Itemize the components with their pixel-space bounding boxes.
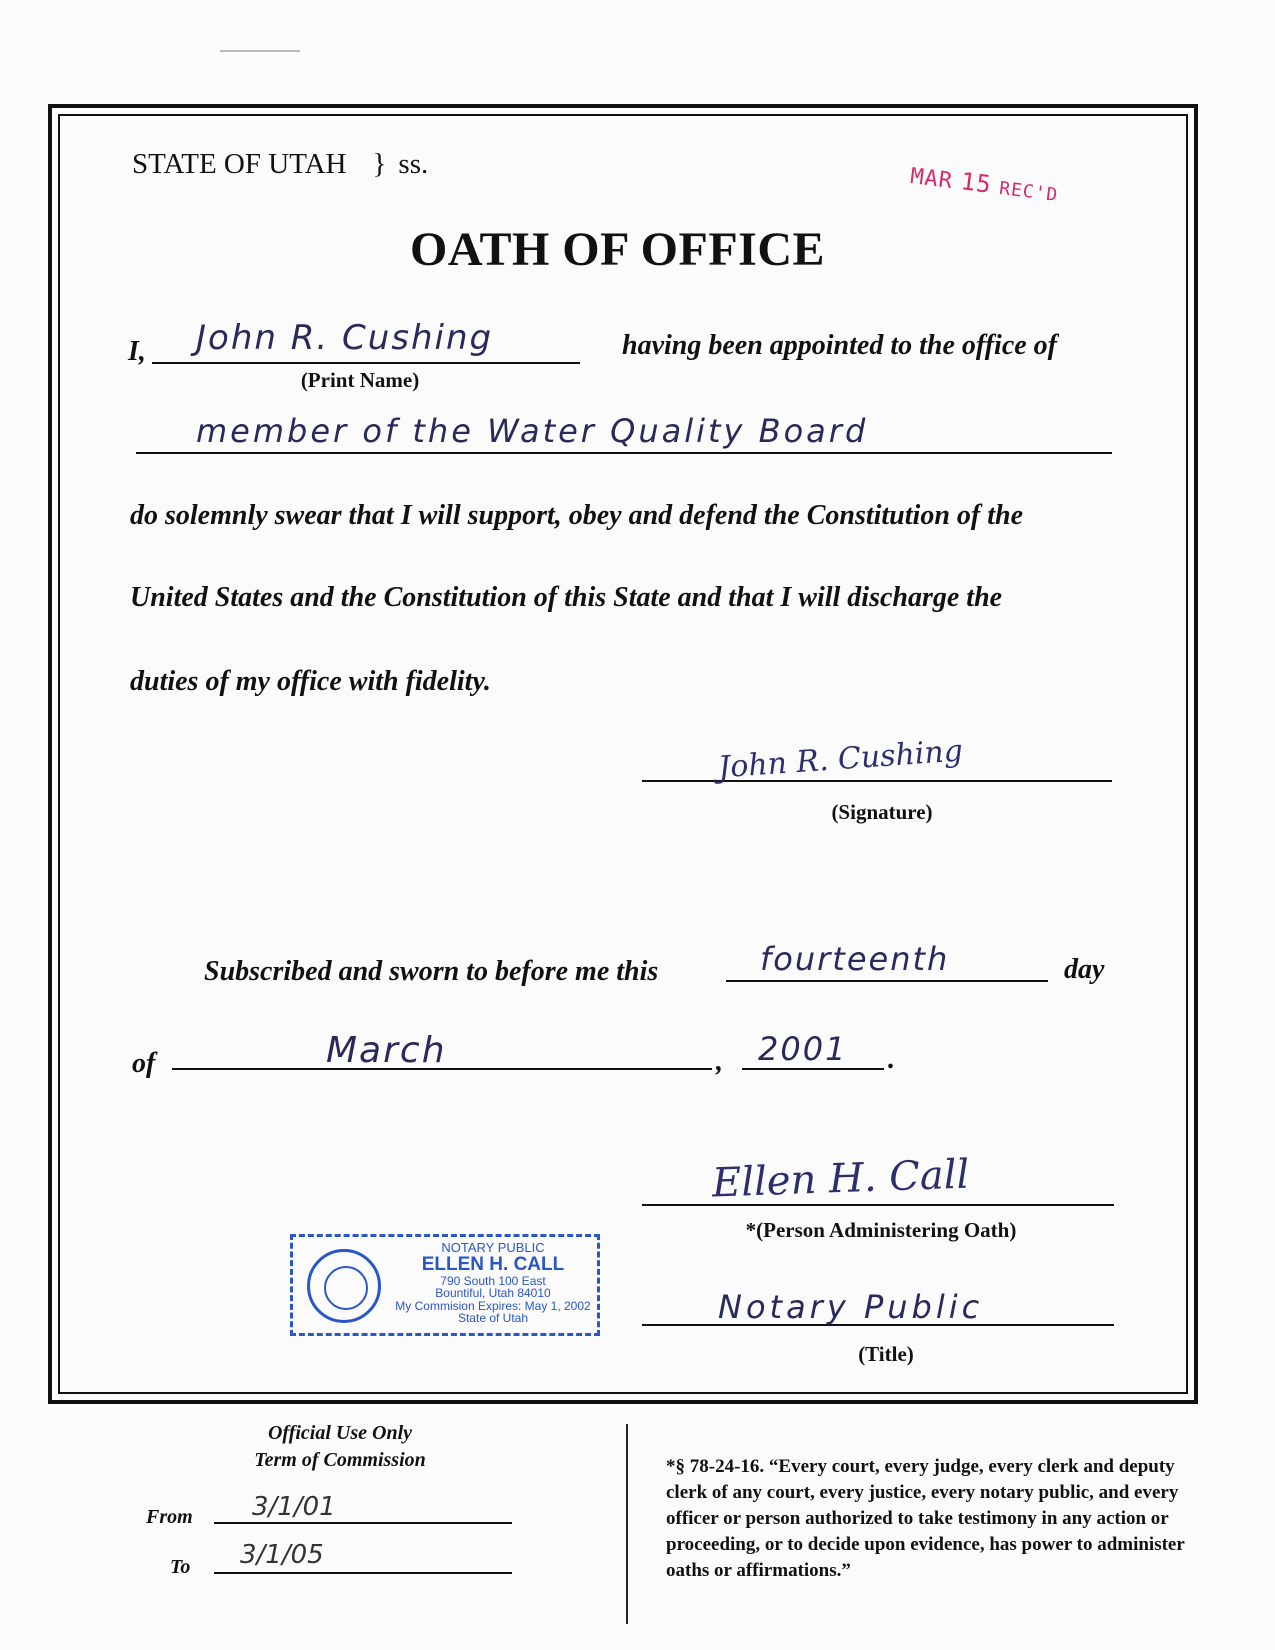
administrator-script: Ellen H. Call <box>711 1151 971 1207</box>
from-label: From <box>146 1506 193 1528</box>
received-day: 15 <box>959 167 994 199</box>
notary-stamp-text <box>393 1241 593 1325</box>
notary-stamp-expires: My Commision Expires: May 1, 2002 <box>395 1298 591 1313</box>
state-line <box>132 148 428 181</box>
oath-line-1: do solemnly swear that I will support, obey and defend the Constitution of the <box>130 500 1023 531</box>
signature-caption: (Signature) <box>831 800 933 824</box>
notary-stamp <box>290 1234 600 1336</box>
scan-mark <box>220 50 300 52</box>
year-handwritten: 2001 <box>758 1030 848 1068</box>
name-handwritten: John R. Cushing <box>196 318 494 358</box>
day-word: day <box>1064 954 1105 985</box>
received-suffix: REC'D <box>997 177 1060 206</box>
official-use-heading <box>210 1420 470 1474</box>
subscribed-text: Subscribed and sworn to before me this <box>204 956 659 987</box>
year-period: . <box>888 1044 895 1075</box>
oath-prefix: I, <box>128 336 146 367</box>
oath-line-3: duties of my office with fidelity. <box>130 666 491 697</box>
title-handwritten: Notary Public <box>718 1288 984 1326</box>
from-value: 3/1/01 <box>252 1492 336 1522</box>
notary-stamp-address2: Bountiful, Utah 84010 <box>435 1286 551 1301</box>
term-of-commission-title: Term of Commission <box>254 1449 426 1471</box>
of-word: of <box>132 1048 156 1079</box>
notary-stamp-name: ELLEN H. CALL <box>421 1253 565 1275</box>
month-comma: , <box>716 1046 723 1077</box>
administrator-caption: *(Person Administering Oath) <box>745 1218 1017 1242</box>
month-handwritten: March <box>326 1030 447 1071</box>
notary-stamp-address1: 790 South 100 East <box>440 1273 546 1288</box>
oath-line-2: United States and the Constitution of this State and that I will discharge the <box>130 582 1003 613</box>
state-ss: ss. <box>398 148 429 180</box>
signature-script: John R. Cushing <box>717 733 964 786</box>
state-brace: } <box>372 148 387 180</box>
document-title: OATH OF OFFICE <box>410 223 825 276</box>
office-handwritten: member of the Water Quality Board <box>196 412 869 450</box>
to-label: To <box>170 1556 191 1578</box>
notary-stamp-state: State of Utah <box>457 1311 529 1326</box>
title-caption: (Title) <box>858 1342 914 1366</box>
official-use-title: Official Use Only <box>267 1422 413 1444</box>
notary-stamp-line1: NOTARY PUBLIC <box>441 1240 545 1255</box>
to-value: 3/1/05 <box>240 1540 324 1570</box>
statute-text: *§ 78-24-16. “Every court, every judge, every clerk and deputy clerk of any court, every justice, every notary public, and every officer or person authorized to take testimony in any action or proceeding, or to decide upon evidence, has power to administer oaths or affirmations.” <box>666 1456 1185 1581</box>
name-caption: (Print Name) <box>300 368 420 392</box>
day-handwritten: fourteenth <box>760 940 950 978</box>
footer-divider <box>626 1424 628 1624</box>
received-month: MAR <box>908 164 955 195</box>
state-seal-icon <box>307 1249 381 1323</box>
state-name: STATE OF UTAH <box>132 148 347 180</box>
appointed-text: having been appointed to the office of <box>622 330 1057 361</box>
